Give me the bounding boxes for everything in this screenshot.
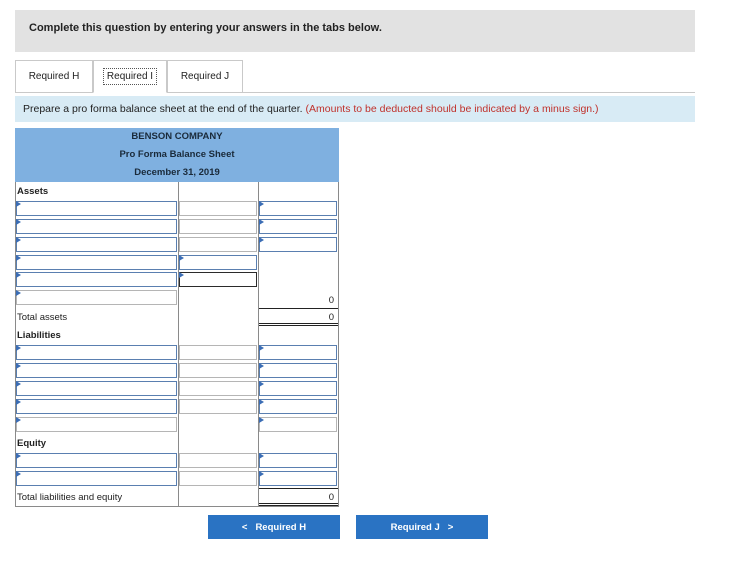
liability-amount-input-5[interactable]	[259, 417, 337, 432]
total-liab-equity-label: Total liabilities and equity	[17, 492, 123, 503]
liability-amount-input-4[interactable]	[259, 399, 337, 414]
dropdown-marker-icon	[16, 417, 21, 423]
dropdown-marker-icon	[16, 453, 21, 459]
table-border-right	[338, 182, 339, 506]
tab-divider	[243, 92, 695, 93]
asset-col2-cell-3	[179, 237, 257, 252]
statement-title: Pro Forma Balance Sheet	[15, 146, 339, 164]
asset-amount-input-1[interactable]	[259, 201, 337, 216]
instruction-text: Prepare a pro forma balance sheet at the end of the quarter.	[23, 103, 303, 115]
dropdown-marker-icon	[179, 255, 184, 261]
liability-label-input-3[interactable]	[16, 381, 177, 396]
dropdown-marker-icon	[16, 399, 21, 405]
liabilities-heading: Liabilities	[17, 330, 61, 341]
equity-heading: Equity	[17, 438, 47, 449]
question-header	[15, 10, 695, 52]
liability-amount-input-3[interactable]	[259, 381, 337, 396]
dropdown-marker-icon	[259, 201, 264, 207]
dropdown-marker-icon	[259, 471, 264, 477]
dropdown-marker-icon	[259, 237, 264, 243]
next-button-label: Required J	[390, 521, 440, 533]
liability-col2-cell-2	[179, 363, 257, 378]
tab-required-h[interactable]	[15, 60, 93, 93]
liability-amount-input-2[interactable]	[259, 363, 337, 378]
dropdown-marker-icon	[259, 453, 264, 459]
dropdown-marker-icon	[16, 471, 21, 477]
liability-label-input-4[interactable]	[16, 399, 177, 414]
total-le-rule-3	[259, 505, 338, 506]
asset-col2-input-4[interactable]	[179, 255, 257, 270]
dropdown-marker-icon	[16, 219, 21, 225]
dropdown-marker-icon	[16, 272, 21, 278]
dropdown-marker-icon	[259, 219, 264, 225]
equity-label-input-1[interactable]	[16, 453, 177, 468]
asset-label-input-6[interactable]	[16, 290, 177, 305]
chevron-right-icon: >	[447, 521, 454, 533]
dropdown-marker-icon	[259, 345, 264, 351]
equity-label-input-2[interactable]	[16, 471, 177, 486]
dropdown-marker-icon	[16, 255, 21, 261]
liability-col2-cell-4	[179, 399, 257, 414]
equity-col2-cell-2	[179, 471, 257, 486]
statement-date: December 31, 2019	[15, 164, 339, 182]
dropdown-marker-icon	[16, 381, 21, 387]
liability-amount-input-1[interactable]	[259, 345, 337, 360]
tab-required-i[interactable]	[93, 60, 167, 93]
dropdown-marker-icon	[16, 201, 21, 207]
instruction-banner	[15, 96, 695, 122]
total-le-rule	[259, 488, 338, 489]
dropdown-marker-icon	[259, 399, 264, 405]
tab-required-i-label: Required I	[103, 68, 157, 85]
dropdown-marker-icon	[259, 363, 264, 369]
company-name: BENSON COMPANY	[15, 128, 339, 146]
tab-required-h-label: Required H	[28, 71, 80, 82]
table-border-bottom	[15, 506, 339, 507]
dropdown-marker-icon	[259, 417, 264, 423]
assets-subtotal-value: 0	[328, 295, 334, 306]
dropdown-marker-icon	[16, 290, 21, 296]
asset-label-input-1[interactable]	[16, 201, 177, 216]
next-required-j-button[interactable]	[356, 515, 488, 539]
total-assets-value: 0	[328, 312, 334, 323]
prev-required-h-button[interactable]	[208, 515, 340, 539]
total-assets-rule	[259, 308, 338, 309]
dropdown-marker-icon	[259, 381, 264, 387]
total-le-rule-2	[259, 503, 338, 504]
asset-label-input-2[interactable]	[16, 219, 177, 234]
dropdown-marker-icon	[16, 363, 21, 369]
total-assets-label: Total assets	[17, 312, 68, 323]
equity-amount-input-2[interactable]	[259, 471, 337, 486]
total-liab-equity-value: 0	[328, 492, 334, 503]
liability-col2-cell-1	[179, 345, 257, 360]
equity-col2-cell-1	[179, 453, 257, 468]
prev-button-label: Required H	[255, 521, 307, 533]
asset-col2-cell-1	[179, 201, 257, 216]
instruction-note: (Amounts to be deducted should be indicated by a minus sign.)	[305, 103, 599, 115]
dropdown-marker-icon	[16, 345, 21, 351]
asset-col2-cell-2	[179, 219, 257, 234]
total-assets-rule-2	[259, 323, 338, 324]
dropdown-marker-icon	[179, 272, 184, 278]
assets-heading: Assets	[17, 186, 49, 197]
liability-label-input-1[interactable]	[16, 345, 177, 360]
asset-label-input-3[interactable]	[16, 237, 177, 252]
question-header-text: Complete this question by entering your answers in the tabs below.	[29, 22, 382, 34]
tab-required-j[interactable]	[167, 60, 243, 93]
total-assets-rule-3	[259, 325, 338, 326]
asset-amount-input-3[interactable]	[259, 237, 337, 252]
chevron-left-icon: <	[241, 521, 248, 533]
asset-col2-input-5[interactable]	[179, 272, 257, 287]
asset-label-input-4[interactable]	[16, 255, 177, 270]
liability-label-input-2[interactable]	[16, 363, 177, 378]
dropdown-marker-icon	[16, 237, 21, 243]
tab-required-j-label: Required J	[180, 71, 230, 82]
liability-col2-cell-3	[179, 381, 257, 396]
liability-label-input-5[interactable]	[16, 417, 177, 432]
equity-amount-input-1[interactable]	[259, 453, 337, 468]
asset-label-input-5[interactable]	[16, 272, 177, 287]
asset-amount-input-2[interactable]	[259, 219, 337, 234]
